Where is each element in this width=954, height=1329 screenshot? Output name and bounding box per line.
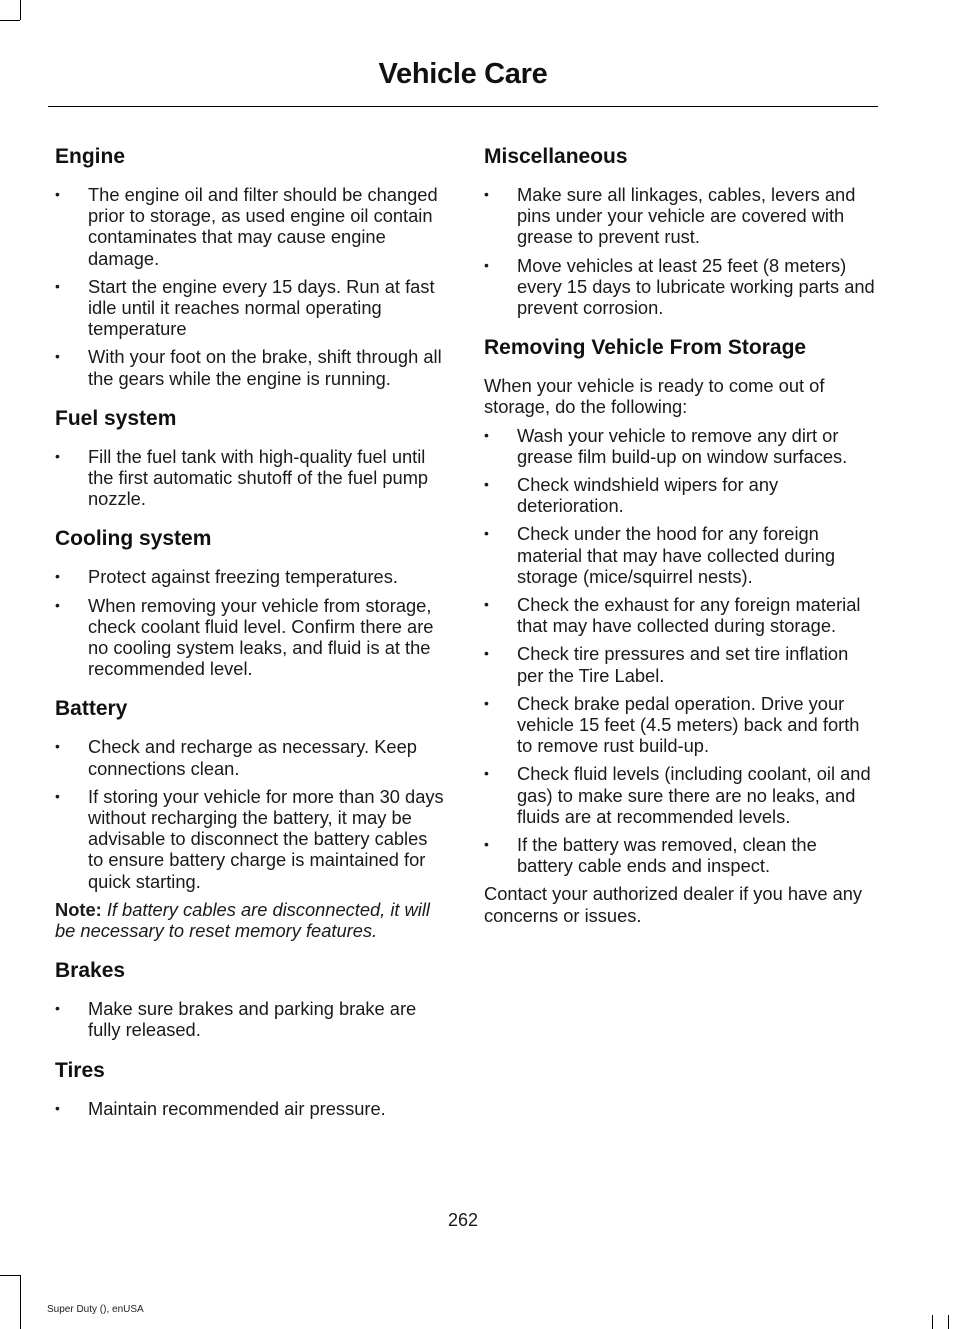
removing-storage-intro: When your vehicle is ready to come out of storage, do the following:: [484, 375, 825, 418]
tires-list: [55, 1098, 447, 1119]
tires-heading: Tires: [55, 1058, 105, 1082]
list-item-text: Maintain recommended air pressure.: [88, 1097, 386, 1119]
bullet-icon: •: [484, 525, 489, 542]
bullet-icon: •: [55, 596, 60, 613]
note-label: Note:: [55, 898, 102, 920]
brakes-list: [55, 998, 447, 1040]
tires-section: [55, 1058, 447, 1119]
bullet-icon: •: [484, 836, 489, 853]
brakes-section: [55, 958, 447, 1040]
list-item: [484, 643, 876, 685]
list-item: [55, 595, 447, 680]
page-number: 262: [447, 1210, 479, 1230]
title-divider: [48, 106, 878, 107]
bullet-icon: •: [55, 787, 60, 804]
list-item-text: Check and recharge as necessary. Keep connections clean.: [88, 736, 417, 779]
crop-mark-top-left-horizontal: [0, 20, 20, 21]
list-item-text: Check fluid levels (including coolant, oil and gas) to make sure there are no leaks, and fluids are at recommended levels.: [517, 763, 871, 827]
list-item-text: With your foot on the brake, shift through all the gears while the engine is running.: [88, 346, 442, 389]
list-item-text: Wash your vehicle to remove any dirt or grease film build-up on window surfaces.: [517, 424, 848, 467]
bullet-icon: •: [484, 476, 489, 493]
bullet-icon: •: [55, 568, 60, 585]
list-item-text: Start the engine every 15 days. Run at fast idle until it reaches normal operating temperature: [88, 275, 435, 340]
engine-heading: Engine: [55, 145, 126, 168]
note-text: If battery cables are disconnected, it will be necessary to reset memory features.: [55, 898, 430, 942]
list-item: [55, 786, 447, 892]
bullet-icon: •: [55, 1099, 60, 1116]
bullet-icon: •: [55, 348, 60, 365]
bullet-icon: •: [55, 186, 60, 202]
list-item: [55, 566, 447, 587]
brakes-heading: Brakes: [55, 959, 126, 983]
list-item-text: Move vehicles at least 25 feet (8 meters) every 15 days to lubricate working parts and prevent corrosion.: [517, 254, 875, 319]
battery-section: [55, 696, 447, 941]
list-item: [484, 184, 876, 248]
fuel-system-heading: Fuel system: [55, 406, 177, 430]
list-item: [484, 474, 876, 516]
list-item-text: Check brake pedal operation. Drive your vehicle 15 feet (4.5 meters) back and forth to remove rust build-up.: [517, 692, 860, 757]
list-item-text: When removing your vehicle from storage, check coolant fluid level. Confirm there are no cooling system leaks, and fluid is at the recommended level.: [88, 594, 434, 680]
list-item-text: Check windshield wipers for any deterioration.: [517, 474, 779, 517]
bullet-icon: •: [484, 765, 489, 782]
bullet-icon: •: [484, 256, 489, 273]
miscellaneous-section: [484, 144, 876, 318]
engine-section: [55, 144, 447, 389]
list-item: [55, 346, 447, 388]
list-item-text: Check the exhaust for any foreign material that may have collected during storage.: [517, 594, 861, 637]
crop-mark-bottom-left-vertical: [20, 1275, 21, 1329]
battery-heading: Battery: [55, 697, 128, 721]
left-column: [55, 144, 447, 1136]
cooling-system-section: [55, 526, 447, 679]
list-item-text: Make sure brakes and parking brake are fully released.: [88, 998, 417, 1041]
battery-list: [55, 736, 447, 891]
cooling-system-heading: Cooling system: [55, 527, 212, 551]
list-item: [55, 276, 447, 340]
crop-mark-bottom-right-2: [948, 1315, 949, 1329]
bullet-icon: •: [484, 426, 489, 443]
list-item: [484, 834, 876, 876]
list-item-text: Make sure all linkages, cables, levers and pins under your vehicle are covered with grease to prevent rust.: [517, 184, 856, 248]
list-item: [55, 736, 447, 778]
list-item-text: If the battery was removed, clean the battery cable ends and inspect.: [517, 834, 817, 877]
battery-note: [55, 899, 447, 941]
list-item-text: Check under the hood for any foreign material that may have collected during storage (mice/squirrel nests).: [517, 523, 836, 587]
list-item-text: If storing your vehicle for more than 30 days without recharging the battery, it may be advisable to disconnect the battery cables to ensure battery charge is maintained for quick starting.: [88, 785, 444, 892]
list-item: [55, 1098, 447, 1119]
list-item: [484, 425, 876, 467]
list-item-text: Fill the fuel tank with high-quality fuel until the first automatic shutoff of the fuel pump nozzle.: [88, 445, 429, 510]
bullet-icon: •: [55, 738, 60, 755]
bullet-icon: •: [55, 1000, 60, 1017]
list-item: [484, 594, 876, 636]
footer-text: Super Duty (), enUSA: [47, 1304, 144, 1315]
list-item: [55, 998, 447, 1040]
list-item: [484, 693, 876, 757]
list-item: [55, 184, 447, 269]
page-title: Vehicle Care: [378, 58, 548, 90]
fuel-system-section: [55, 406, 447, 510]
miscellaneous-heading: Miscellaneous: [484, 145, 628, 168]
bullet-icon: •: [55, 447, 60, 464]
list-item-text: Check tire pressures and set tire inflation per the Tire Label.: [517, 643, 849, 686]
list-item: [55, 446, 447, 510]
list-item: [484, 763, 876, 827]
removing-storage-section: [484, 335, 876, 926]
list-item: [484, 255, 876, 319]
engine-list: [55, 184, 447, 389]
removing-storage-heading: Removing Vehicle From Storage: [484, 336, 807, 360]
bullet-icon: •: [484, 596, 489, 613]
miscellaneous-list: [484, 184, 876, 318]
list-item-text: Protect against freezing temperatures.: [88, 566, 398, 588]
list-item: [484, 523, 876, 587]
right-column: [484, 144, 876, 943]
crop-mark-bottom-right-1: [932, 1315, 933, 1329]
list-item-text: The engine oil and filter should be changed prior to storage, as used engine oil contain contaminates that may cause engine damage.: [88, 184, 438, 269]
bullet-icon: •: [55, 277, 60, 294]
cooling-system-list: [55, 566, 447, 679]
bullet-icon: •: [484, 186, 489, 202]
crop-mark-bottom-left-horizontal: [0, 1275, 20, 1276]
bullet-icon: •: [484, 645, 489, 662]
bullet-icon: •: [484, 694, 489, 711]
fuel-system-list: [55, 446, 447, 510]
removing-storage-closing: Contact your authorized dealer if you have any concerns or issues.: [484, 883, 863, 926]
crop-mark-top-left-vertical: [20, 0, 21, 20]
removing-storage-list: [484, 425, 876, 877]
